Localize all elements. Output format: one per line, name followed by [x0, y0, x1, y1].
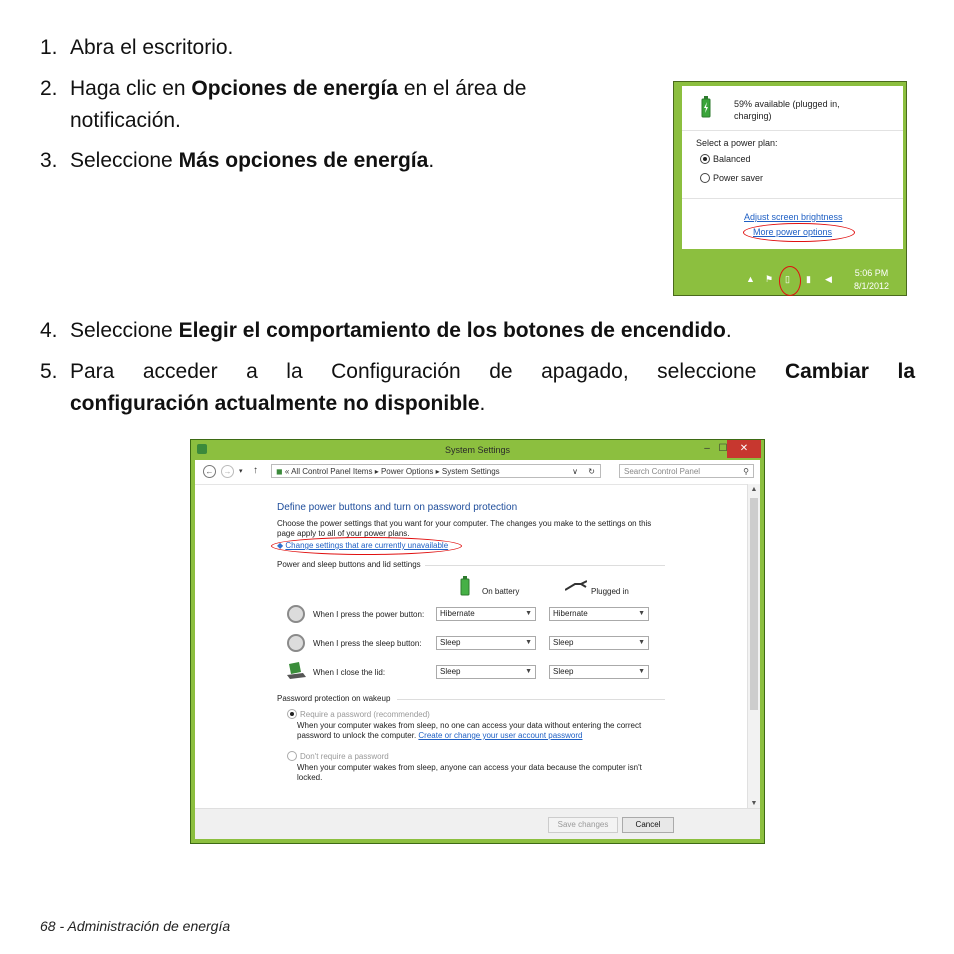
select-value: Sleep	[440, 638, 461, 647]
title-bar	[191, 440, 764, 460]
option-desc-line2: locked.	[297, 773, 323, 782]
select-value: Hibernate	[553, 609, 588, 618]
maximize-button[interactable]: ☐	[718, 443, 728, 454]
action-bar	[195, 808, 760, 839]
system-settings-window	[190, 439, 765, 844]
no-password-option[interactable]	[287, 752, 389, 762]
section-title: Password protection on wakeup	[277, 694, 391, 703]
plan-label-power-saver: Power saver	[713, 173, 764, 183]
step-number: 2.	[40, 77, 58, 100]
chevron-down-icon: ▼	[638, 668, 645, 675]
select-value: Hibernate	[440, 609, 475, 618]
intro-line2: page apply to all of your power plans.	[277, 529, 410, 538]
divider	[425, 565, 665, 566]
step-number: 4.	[40, 319, 58, 342]
option-title: Don't require a password	[300, 752, 389, 762]
tray-date: 8/1/2012	[854, 281, 890, 291]
divider	[682, 198, 903, 199]
power-button-plugged-select[interactable]	[549, 607, 649, 621]
chevron-down-icon: ▼	[638, 610, 645, 617]
step-text-pre: Seleccione	[70, 149, 179, 172]
address-bar[interactable]: ◼ « All Control Panel Items ▸ Power Options ▸ System Settings ∨ ↻	[271, 464, 601, 478]
breadcrumb-item[interactable]: All Control Panel Items	[291, 467, 373, 476]
show-hidden-icons-icon[interactable]: ▲	[746, 274, 755, 284]
control-panel-icon: ◼	[276, 467, 283, 476]
select-value: Sleep	[553, 638, 574, 647]
step-bold: Elegir el comportamiento de los botones de encendido	[178, 319, 726, 342]
laptop-lid-icon	[285, 662, 307, 680]
close-button[interactable]: ✕	[727, 440, 761, 458]
search-icon: ⚲	[743, 467, 749, 476]
change-settings-label: Change settings that are currently unavailable	[285, 541, 449, 550]
network-icon[interactable]: ▮	[806, 274, 811, 284]
battery-status	[734, 98, 894, 122]
step-text-post: .	[725, 319, 732, 342]
lid-battery-select[interactable]	[436, 665, 536, 679]
power-flyout-screenshot	[673, 81, 907, 296]
more-power-options-link[interactable]: More power options	[753, 227, 833, 237]
up-icon[interactable]: ↑	[253, 465, 258, 476]
step-text-post: en el área de	[397, 77, 527, 100]
plan-label: Select a power plan:	[696, 138, 778, 148]
intro-text	[277, 519, 667, 539]
scroll-down-icon[interactable]: ▼	[750, 800, 758, 807]
back-icon[interactable]: ←	[203, 465, 216, 478]
power-flyout-panel	[682, 86, 903, 249]
option-desc-line1: When your computer wakes from sleep, no one can access your data without entering the correct	[297, 721, 642, 730]
battery-status-line1: 59% available (plugged in,	[734, 99, 840, 109]
step-number: 3.	[40, 149, 58, 172]
vertical-scrollbar[interactable]	[747, 484, 760, 809]
radio-icon	[287, 751, 297, 761]
step-bold: Más opciones de energía	[178, 149, 429, 172]
radio-selected-icon	[287, 709, 297, 719]
row-label: When I press the sleep button:	[313, 639, 422, 648]
step-text	[70, 356, 915, 388]
plan-option-balanced[interactable]	[700, 154, 751, 165]
scroll-thumb[interactable]	[750, 498, 758, 710]
tray-clock[interactable]	[854, 267, 889, 293]
battery-charging-icon	[700, 96, 712, 118]
action-center-icon[interactable]: ⚑	[765, 274, 774, 284]
taskbar-tray	[674, 257, 906, 295]
section-password	[277, 694, 390, 703]
search-input[interactable]	[619, 464, 754, 478]
chevron-down-icon: ▼	[525, 610, 532, 617]
step-text-line2	[70, 388, 485, 420]
select-value: Sleep	[553, 667, 574, 676]
section-title: Power and sleep buttons and lid settings	[277, 560, 421, 569]
step-text	[70, 73, 526, 105]
step-text-pre: Haga clic en	[70, 77, 192, 100]
step-text-post: .	[428, 149, 435, 172]
refresh-icon[interactable]: ↻	[588, 467, 595, 476]
window-body	[195, 460, 760, 839]
step-text-post: .	[479, 392, 486, 415]
option-description	[297, 721, 697, 741]
forward-icon[interactable]: →	[221, 465, 234, 478]
select-value: Sleep	[440, 667, 461, 676]
tray-time: 5:06 PM	[854, 268, 889, 278]
adjust-brightness-link[interactable]: Adjust screen brightness	[744, 212, 843, 222]
settings-content	[195, 484, 746, 809]
step-text	[70, 145, 434, 177]
navigation-bar	[195, 460, 760, 485]
divider	[397, 699, 665, 700]
chevron-down-icon: ▼	[525, 668, 532, 675]
radio-selected-icon	[700, 154, 710, 164]
window-title: System Settings	[444, 445, 511, 455]
chevron-down-icon: ▼	[638, 639, 645, 646]
breadcrumb-item[interactable]: System Settings	[441, 467, 500, 476]
power-icon[interactable]: ▯	[785, 274, 790, 284]
battery-icon	[460, 576, 470, 596]
battery-status-line2: charging)	[734, 111, 772, 121]
option-desc-line1: When your computer wakes from sleep, anyone can access your data because the computer isn't	[297, 763, 642, 772]
step-number: 5.	[40, 360, 58, 383]
cancel-button[interactable]: Cancel	[622, 817, 674, 833]
power-button-battery-select[interactable]	[436, 607, 536, 621]
sleep-button-icon	[287, 634, 305, 652]
highlight-oval	[779, 266, 801, 296]
recent-dropdown-icon[interactable]: ▾	[239, 468, 243, 475]
save-changes-button[interactable]: Save changes	[548, 817, 618, 833]
plan-option-power-saver[interactable]	[700, 173, 763, 184]
section-power-buttons	[277, 560, 421, 569]
volume-icon[interactable]: ◀	[825, 274, 832, 284]
create-password-link[interactable]: Create or change your user account password	[418, 731, 583, 740]
divider	[682, 130, 903, 131]
step-bold: Opciones de energía	[191, 77, 398, 100]
search-placeholder: Search Control Panel	[624, 467, 701, 476]
step-text	[70, 315, 732, 347]
step-text-pre: Para acceder a la Configuración de apagado, seleccione	[70, 360, 785, 383]
step-bold: configuración actualmente no disponible	[70, 392, 480, 415]
step-text: Abra el escritorio.	[70, 36, 234, 59]
plug-icon	[565, 580, 587, 592]
page-footer: 68 - Administración de energía	[40, 918, 231, 934]
highlight-oval	[271, 537, 462, 555]
option-description	[297, 763, 697, 783]
plan-label-balanced: Balanced	[713, 154, 751, 164]
sleep-button-battery-select[interactable]	[436, 636, 536, 650]
chevron-down-icon[interactable]: ∨	[572, 467, 578, 476]
lid-plugged-select[interactable]	[549, 665, 649, 679]
step-text-pre: Seleccione	[70, 319, 179, 342]
scroll-up-icon[interactable]: ▲	[750, 486, 758, 493]
highlight-oval	[743, 223, 855, 242]
on-battery-header: On battery	[482, 587, 520, 596]
option-desc-text: password to unlock the computer.	[297, 731, 419, 740]
step-bold: Cambiar la	[784, 360, 915, 383]
minimize-button[interactable]: –	[704, 443, 710, 454]
step-text-line2: notificación.	[70, 109, 181, 132]
require-password-option[interactable]	[287, 710, 430, 720]
intro-line1: Choose the power settings that you want for your computer. The changes you make to the settings on this	[277, 519, 652, 528]
option-desc-line2	[297, 731, 697, 741]
option-title: Require a password (recommended)	[300, 710, 430, 720]
row-label: When I press the power button:	[313, 610, 425, 619]
shield-icon: ◆	[277, 541, 284, 550]
breadcrumb-item[interactable]: Power Options	[380, 467, 434, 476]
power-button-icon	[287, 605, 305, 623]
step-number: 1.	[40, 36, 58, 59]
chevron-down-icon: ▼	[525, 639, 532, 646]
row-label: When I close the lid:	[313, 668, 386, 677]
radio-icon	[700, 173, 710, 183]
sleep-button-plugged-select[interactable]	[549, 636, 649, 650]
plugged-in-header: Plugged in	[591, 587, 629, 596]
page-title: Define power buttons and turn on password protection	[277, 502, 518, 513]
